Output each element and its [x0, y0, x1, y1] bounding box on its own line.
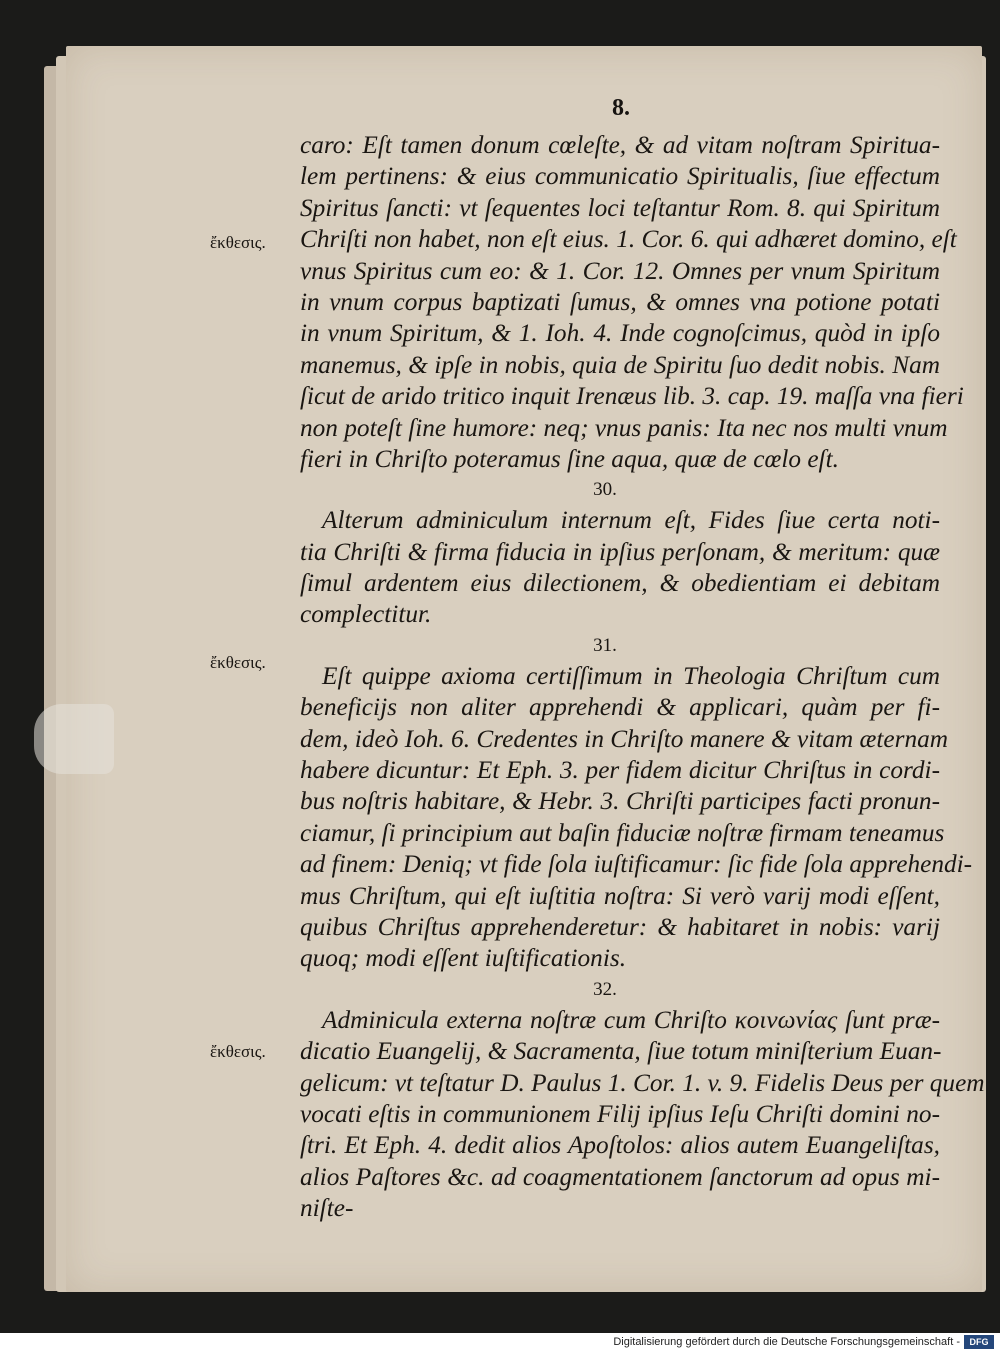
margin-note: ἔκθεσις. [210, 1042, 266, 1061]
margin-note: ἔκθεσις. [210, 233, 266, 252]
text-line: in vnum Spiritum, & 1. Ioh. 4. Inde cognoſcimus, quòd in ipſo [300, 319, 940, 348]
text-line: ſimul ardentem eius dilectionem, & obedientiam ei debitam [300, 569, 940, 598]
text-line: ſicut de arido tritico inquit Irenæus lib. 3. cap. 19. maſſa vna fieri [300, 382, 964, 411]
margin-note: ἔκθεσις. [210, 653, 266, 672]
text-line: dicatio Euangelij, & Sacramenta, ſiue totum miniſterium Euan- [300, 1037, 942, 1066]
text-line: niſte- [300, 1194, 354, 1223]
section-number: 30. [593, 479, 617, 501]
section-number: 32. [593, 978, 617, 1000]
text-line: vocati eſtis in communionem Filij ipſius Ieſu Chriſti domini no- [300, 1099, 940, 1128]
text-line: fieri in Chriſto poteramus ſine aqua, quæ de cœlo eſt. [300, 444, 839, 473]
text-line: vnus Spiritus cum eo: & 1. Cor. 12. Omnes per vnum Spiritum [300, 256, 940, 285]
body-text [300, 130, 985, 1225]
text-line: mus Chriſtum, qui eſt iuſtitia noſtra: Si verò varij modi eſſent, [300, 881, 940, 910]
text-line: ad finem: Deniq; vt fide ſola iuſtificamur: ſic fide ſola apprehendi- [300, 850, 973, 879]
text-line: habere dicuntur: Et Eph. 3. per fidem dicitur Chriſtus in cordi- [300, 756, 940, 785]
text-line: dem, ideò Ioh. 6. Credentes in Chriſto manere & vitam æternam [300, 724, 949, 753]
text-line: Alterum adminiculum internum eſt, Fides ſiue certa noti- [322, 506, 940, 535]
dfg-logo: DFG [964, 1335, 994, 1349]
text-line: caro: Eſt tamen donum cœleſte, & ad vitam noſtram Spiritua- [300, 131, 940, 159]
text-line: beneficijs non aliter apprehendi & applicari, quàm per fi- [300, 693, 940, 722]
text-line: quoq; modi eſſent iuſtificationis. [300, 944, 627, 973]
page-number: 8. [612, 95, 630, 121]
text-line: in vnum corpus baptizati ſumus, & omnes vna potione potati [300, 287, 940, 316]
text-line: Chriſti non habet, non eſt eius. 1. Cor. 6. qui adhæret domino, eſt [300, 225, 957, 254]
footer-credit: Digitalisierung gefördert durch die Deutsche Forschungsgemeinschaft - [613, 1336, 960, 1348]
text-line: Spiritus ſancti: vt ſequentes loci teſtantur Rom. 8. qui Spiritum [300, 193, 940, 222]
text-line: gelicum: vt teſtatur D. Paulus 1. Cor. 1. v. 9. Fidelis Deus per quem [300, 1068, 985, 1097]
text-line: ſtri. Et Eph. 4. dedit alios Apoſtolos: alios autem Euangeliſtas, [300, 1131, 940, 1160]
text-line: manemus, & ipſe in nobis, quia de Spiritu ſuo dedit nobis. Nam [300, 350, 940, 379]
text-line: complectitur. [300, 600, 432, 629]
text-line: non poteſt ſine humore: neq; vnus panis: Ita nec nos multi vnum [300, 413, 948, 442]
text-line: alios Paſtores &c. ad coagmentationem ſanctorum ad opus mi- [300, 1162, 940, 1191]
paper-tab-marker [34, 704, 114, 774]
text-line: tia Chriſti & firma fiducia in ipſius perſonam, & meritum: quæ [300, 537, 940, 566]
text-line: Adminicula externa noſtræ cum Chriſto κοινωνίας ſunt præ- [322, 1005, 940, 1034]
section-number: 31. [593, 634, 617, 656]
text-line: bus noſtris habitare, & Hebr. 3. Chriſti participes facti pronun- [300, 787, 940, 816]
text-line: ciamur, ſi principium aut baſin fiduciæ noſtræ firmam teneamus [300, 818, 945, 847]
footer-bar [0, 1333, 1000, 1353]
text-line: lem pertinens: & eius communicatio Spiritualis, ſiue effectum [300, 162, 940, 191]
text-line: Eſt quippe axioma certiſſimum in Theologia Chriſtum cum [322, 661, 940, 690]
text-line: quibus Chriſtus apprehenderetur: & habitaret in nobis: varij [300, 912, 940, 941]
